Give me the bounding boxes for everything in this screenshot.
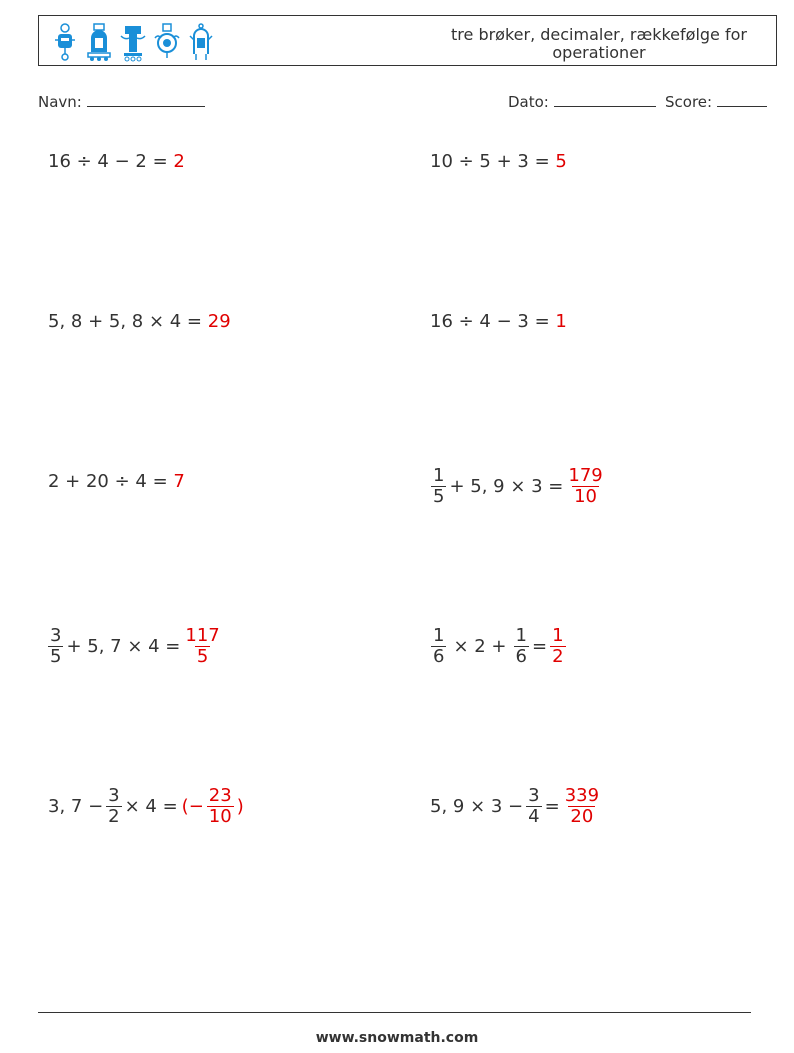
- problem-5: [48, 471, 185, 492]
- problem-7: [45, 626, 225, 667]
- robot-icons: [51, 22, 215, 62]
- name-line: [87, 92, 205, 107]
- question: 5, 9 × 3 −: [430, 796, 524, 817]
- robot-icon: [119, 22, 147, 62]
- name-label: Navn:: [38, 93, 82, 111]
- problem-6: [428, 466, 608, 507]
- question: =: [531, 636, 548, 657]
- problem-2: [430, 151, 567, 172]
- question: 16 ÷ 4 − 2 =: [48, 151, 168, 172]
- question: × 4 =: [124, 796, 178, 817]
- question: 3, 7 −: [48, 796, 104, 817]
- robot-icon: [51, 22, 79, 62]
- question: 2 + 20 ÷ 4 =: [48, 471, 168, 492]
- footer-divider: [38, 1012, 751, 1013]
- fraction: $\frac{1}{6}$: [515, 625, 527, 667]
- question: 16 ÷ 4 − 3 =: [430, 311, 550, 332]
- fraction: $\frac{1}{5}$: [433, 465, 445, 507]
- problem-8: [428, 626, 569, 667]
- robot-icon: [153, 22, 181, 62]
- answer: 29: [207, 311, 231, 332]
- fraction: $\frac{3}{5}$: [50, 625, 62, 667]
- answer-fraction: $\frac{339}{20}$: [564, 785, 600, 827]
- date-label: Dato:: [508, 93, 549, 111]
- problem-3: [48, 311, 231, 332]
- answer: 7: [173, 471, 185, 492]
- score-label: Score:: [665, 93, 713, 111]
- question: 10 ÷ 5 + 3 =: [430, 151, 550, 172]
- question: × 2 +: [453, 636, 507, 657]
- problem-1: [48, 151, 185, 172]
- question: + 5, 7 × 4 =: [66, 636, 181, 657]
- date-field: [508, 92, 656, 111]
- problem-4: [430, 311, 567, 332]
- robot-icon: [85, 22, 113, 62]
- fraction: $\frac{1}{6}$: [433, 625, 445, 667]
- fraction: $\frac{3}{4}$: [528, 785, 540, 827]
- score-field: [665, 92, 767, 111]
- problem-9: [48, 786, 244, 827]
- fraction: $\frac{3}{2}$: [108, 785, 120, 827]
- answer-fraction: $\frac{117}{5}$: [185, 625, 220, 667]
- answer-fraction: $\frac{1}{2}$: [552, 625, 564, 667]
- answer-fraction: $\frac{179}{10}$: [568, 465, 603, 507]
- name-field: [38, 92, 205, 111]
- date-line: [554, 92, 656, 107]
- answer-open: (−: [181, 796, 204, 817]
- answer: 5: [555, 151, 567, 172]
- robot-icon: [187, 22, 215, 62]
- footer-url: www.snowmath.com: [315, 1030, 479, 1046]
- question: + 5, 9 × 3 =: [449, 476, 564, 497]
- answer: 2: [173, 151, 185, 172]
- question: 5, 8 + 5, 8 × 4 =: [48, 311, 203, 332]
- answer-fraction: $\frac{23}{10}$: [208, 785, 232, 827]
- answer-close: ): [236, 796, 244, 817]
- question: =: [544, 796, 560, 817]
- score-line: [717, 92, 767, 107]
- worksheet-header: [38, 15, 777, 66]
- worksheet-title: tre brøker, decimaler, rækkefølge for operationer: [451, 25, 747, 62]
- problem-10: [430, 786, 604, 827]
- answer: 1: [555, 311, 567, 332]
